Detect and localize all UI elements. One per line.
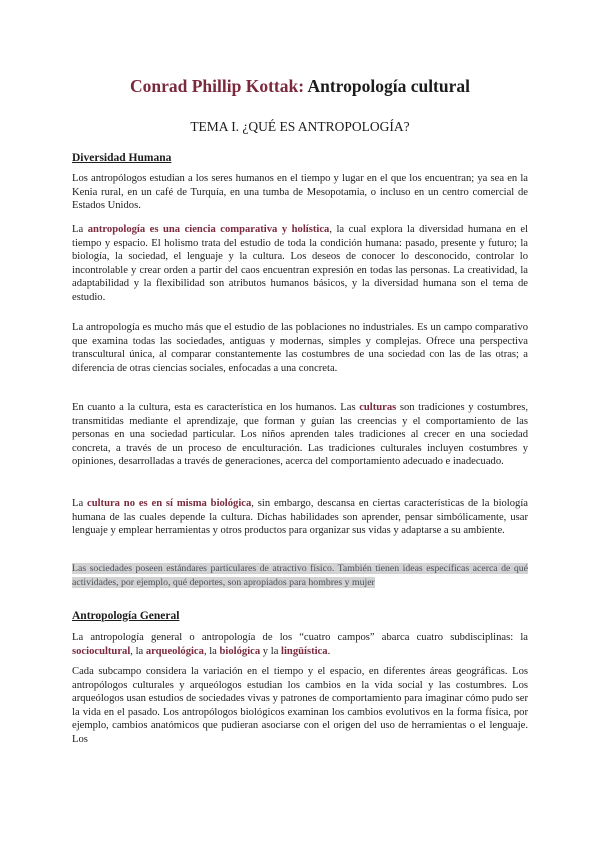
paragraph-holism bbox=[72, 223, 528, 305]
term-biologica: biológica bbox=[219, 645, 261, 657]
text: . bbox=[327, 645, 331, 657]
term-linguistica: lingüística bbox=[281, 645, 328, 657]
section-heading-general: Antropología General bbox=[72, 610, 180, 622]
paragraph-highlighted-note bbox=[72, 562, 528, 589]
text: La antropología general o antropología de los “cuatro campos” abarca cuatro subdisciplinas: la bbox=[72, 632, 528, 643]
title-author: Conrad Phillip Kottak: bbox=[129, 76, 305, 96]
text: La bbox=[72, 224, 88, 235]
topic-heading: TEMA I. ¿QUÉ ES ANTROPOLOGÍA? bbox=[190, 119, 410, 134]
term-arqueologica: arqueológica bbox=[145, 645, 204, 657]
paragraph-subfields bbox=[72, 631, 528, 658]
text: , la bbox=[203, 645, 220, 657]
paragraph-intro: Los antropólogos estudian a los seres humanos en el tiempo y lugar en el que los encuentran; ya sea en la Kenia rural, en un café de Turquía, en una tumba de Mesopotamia, o incluso en un centro comercial de Estados Unidos. bbox=[72, 173, 528, 212]
term-culturas: culturas bbox=[359, 402, 397, 413]
title-subject: Antropología cultural bbox=[307, 76, 471, 96]
highlighted-note: Las sociedades poseen estándares particulares de atractivo físico. También tienen ideas específicas acerca de qué actividades, por ejemplo, qué deportes, son apropiados para hombres y mujer bbox=[72, 563, 528, 588]
text: y la bbox=[260, 645, 282, 657]
term-sociocultural: sociocultural bbox=[72, 645, 131, 657]
text: , sin embargo, descansa en ciertas características de la biología humana de las cuales depende la cultura. Dichas habilidades son aprender, pensar simbólicamente, usar lenguaje y emplear herramientas y otros productos para organizar sus vidas y adaptarse a su ambiente. bbox=[72, 498, 528, 537]
text: , la cual explora la diversidad humana en el tiempo y espacio. El holismo trata del estudio de toda la condición humana: pasado, presente y futuro; la biología, la sociedad, el lenguaje y la cultura. Los deseos de conocer lo desconocido, controlar lo incontrolable y crear orden a partir del caos encuentran expresión en todas las personas. La creatividad, la adaptabilidad y la flexibilidad son atributos humanos básicos, y la diversidad humana son el tema de estudio. bbox=[72, 224, 528, 303]
document-title bbox=[0, 76, 600, 97]
paragraph-subfield-variation: Cada subcampo considera la variación en el tiempo y el espacio, en diferentes áreas geográficas. Los antropólogos culturales y arqueólogos estudian los cambios en la vida social y las costumbres. Los arqueólogos usan estudios de sociedades vivas y patrones de comportamiento para imaginar cómo pudo ser la vida en el pasado. Los antropólogos biológicos examinan los cambios evolutivos en la forma física, por ejemplo, cambios anatómicos que pudieran asociarse con el origen del uso de herramientas o el lenguaje. Los bbox=[72, 666, 528, 745]
paragraph-biology bbox=[72, 497, 528, 538]
term-cultura-biologica: cultura no es en sí misma biológica bbox=[87, 498, 252, 509]
text: , la bbox=[130, 645, 146, 657]
term-antropologia: antropología es una ciencia comparativa y holística bbox=[87, 224, 330, 235]
paragraph-culture bbox=[72, 401, 528, 469]
text: En cuanto a la cultura, esta es característica en los humanos. Las bbox=[72, 402, 360, 413]
text: La bbox=[72, 498, 88, 509]
section-heading-diversidad: Diversidad Humana bbox=[72, 152, 172, 164]
text: son tradiciones y costumbres, transmitidas mediante el aprendizaje, que forman y guían las creencias y el comportamiento de las personas en una sociedad particular. Los niños aprenden tales tradiciones al crecer en una sociedad concreta, a través de un proceso de enculturación. Las tradiciones culturales incluyen costumbres y opiniones, desarrolladas a través de generaciones, acerca del comportamiento adecuado e inadecuado. bbox=[72, 402, 529, 468]
paragraph-comparative: La antropología es mucho más que el estudio de las poblaciones no industriales. Es un campo comparativo que examina todas las sociedades, antiguas y modernas, simples y complejas. Ofrece una perspectiva transcultural única, al comparar constantemente las costumbres de una sociedad con las de las otras; a diferencia de otras ciencias sociales, enfocadas a una concreta. bbox=[72, 322, 528, 374]
